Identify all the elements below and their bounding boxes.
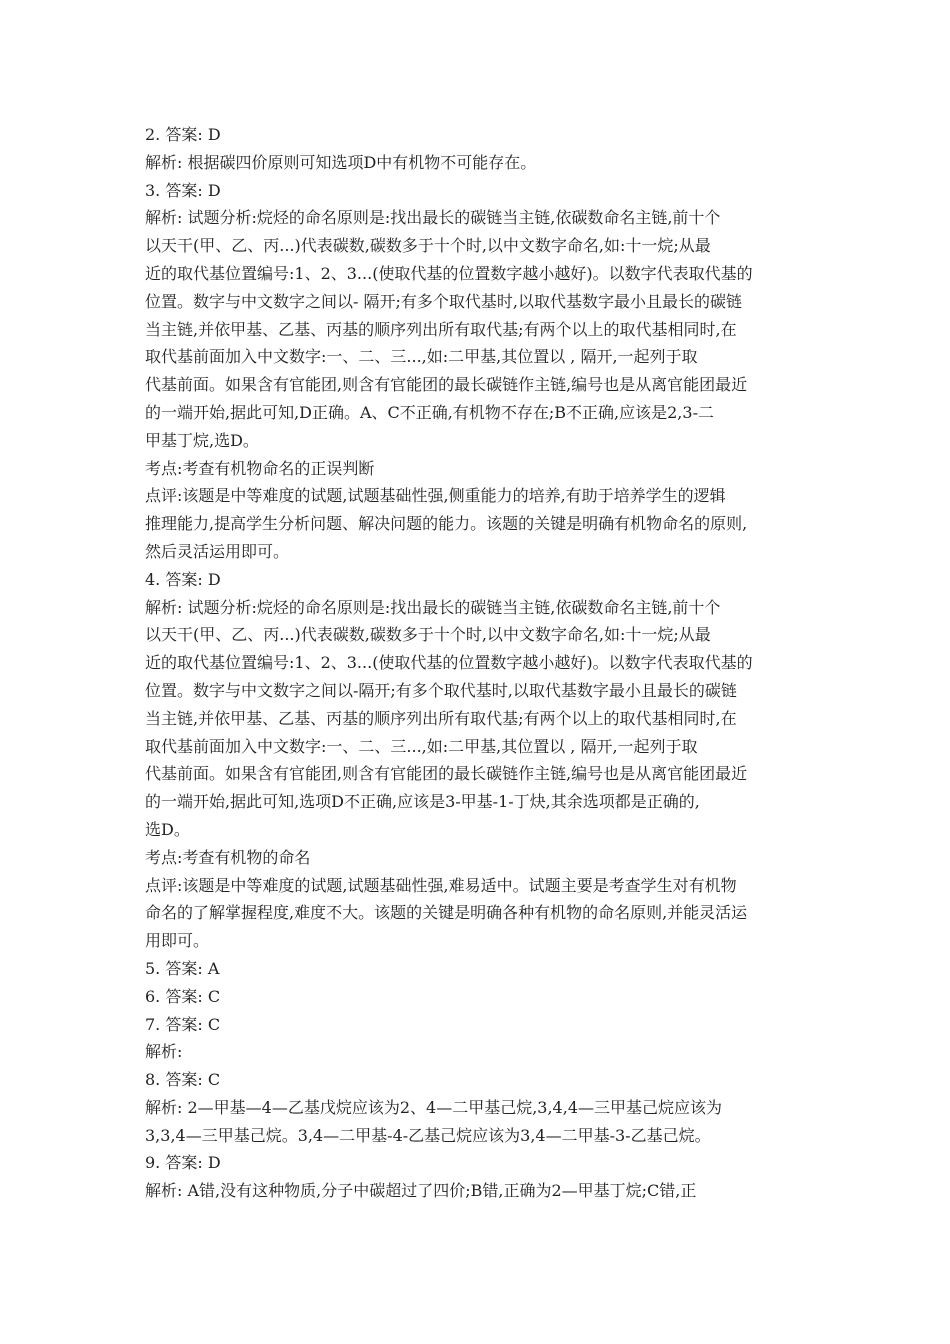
text-line: 以天干(甲、乙、丙...)代表碳数,碳数多于十个时,以中文数字命名,如:十一烷;从最 (145, 625, 711, 645)
text-line: 取代基前面加入中文数字:一、二、三...,如:二甲基,其位置以 , 隔开,一起列于取 (145, 736, 698, 756)
text-line: 9. 答案: D (145, 1153, 221, 1173)
text-line: 代基前面。如果含有官能团,则含有官能团的最长碳链作主链,编号也是从离官能团最近 (145, 764, 748, 784)
text-line: 解析: (145, 1042, 183, 1062)
text-line: 取代基前面加入中文数字:一、二、三...,如:二甲基,其位置以 , 隔开,一起列于取 (145, 347, 698, 367)
text-line: 3,3,4—三甲基己烷。3,4—二甲基-4-乙基己烷应该为3,4—二甲基-3-乙基己烷。 (145, 1125, 711, 1145)
text-line: 考点:考查有机物的命名 (145, 847, 311, 867)
text-line: 6. 答案: C (145, 986, 221, 1006)
text-line: 解析: A错,没有这种物质,分子中碳超过了四价;B错,正确为2—甲基丁烷;C错,正 (145, 1181, 697, 1201)
text-line: 3. 答案: D (145, 180, 221, 200)
text-line: 4. 答案: D (145, 569, 221, 589)
text-line: 以天干(甲、乙、丙...)代表碳数,碳数多于十个时,以中文数字命名,如:十一烷;从最 (145, 236, 711, 256)
text-line: 当主链,并依甲基、乙基、丙基的顺序列出所有取代基;有两个以上的取代基相同时,在 (145, 319, 737, 339)
text-line: 位置。数字与中文数字之间以-隔开;有多个取代基时,以取代基数字最小且最长的碳链 (145, 680, 737, 700)
text-line: 用即可。 (145, 931, 210, 951)
text-line: 8. 答案: C (145, 1070, 221, 1090)
text-line: 2. 答案: D (145, 125, 221, 144)
text-line: 点评:该题是中等难度的试题,试题基础性强,难易适中。试题主要是考查学生对有机物 (145, 875, 737, 895)
text-line: 的一端开始,据此可知,D正确。A、C不正确,有机物不存在;B不正确,应该是2,3-二 (145, 402, 714, 422)
text-line: 推理能力,提高学生分析问题、解决问题的能力。该题的关键是明确有机物命名的原则, (145, 514, 748, 534)
text-line: 命名的了解掌握程度,难度不大。该题的关键是明确各种有机物的命名原则,并能灵活运 (145, 903, 748, 923)
text-line: 的一端开始,据此可知,选项D不正确,应该是3-甲基-1-丁炔,其余选项都是正确的, (145, 792, 700, 812)
text-line: 5. 答案: A (145, 958, 220, 978)
text-line: 考点:考查有机物命名的正误判断 (145, 458, 375, 478)
text-line: 近的取代基位置编号:1、2、3...(使取代基的位置数字越小越好)。以数字代表取代基的 (145, 653, 753, 673)
text-line: 解析: 2—甲基—4—乙基戊烷应该为2、4—二甲基己烷,3,4,4—三甲基己烷应该为 (145, 1097, 722, 1117)
answer-text (145, 121, 825, 1205)
text-line: 位置。数字与中文数字之间以- 隔开;有多个取代基时,以取代基数字最小且最长的碳链 (145, 291, 742, 311)
text-line: 点评:该题是中等难度的试题,试题基础性强,侧重能力的培养,有助于培养学生的逻辑 (145, 486, 726, 506)
text-line: 7. 答案: C (145, 1014, 221, 1034)
text-line: 近的取代基位置编号:1、2、3...(使取代基的位置数字越小越好)。以数字代表取代基的 (145, 263, 753, 283)
text-line: 当主链,并依甲基、乙基、丙基的顺序列出所有取代基;有两个以上的取代基相同时,在 (145, 708, 737, 728)
text-line: 解析: 试题分析:烷烃的命名原则是:找出最长的碳链当主链,依碳数命名主链,前十个 (145, 597, 721, 617)
text-line: 解析: 根据碳四价原则可知选项D中有机物不可能存在。 (145, 152, 537, 172)
text-line: 选D。 (145, 819, 190, 839)
text-line: 然后灵活运用即可。 (145, 541, 290, 561)
text-line: 甲基丁烷,选D。 (145, 430, 259, 450)
text-line: 解析: 试题分析:烷烃的命名原则是:找出最长的碳链当主链,依碳数命名主链,前十个 (145, 208, 721, 228)
text-line: 代基前面。如果含有官能团,则含有官能团的最长碳链作主链,编号也是从离官能团最近 (145, 375, 748, 395)
